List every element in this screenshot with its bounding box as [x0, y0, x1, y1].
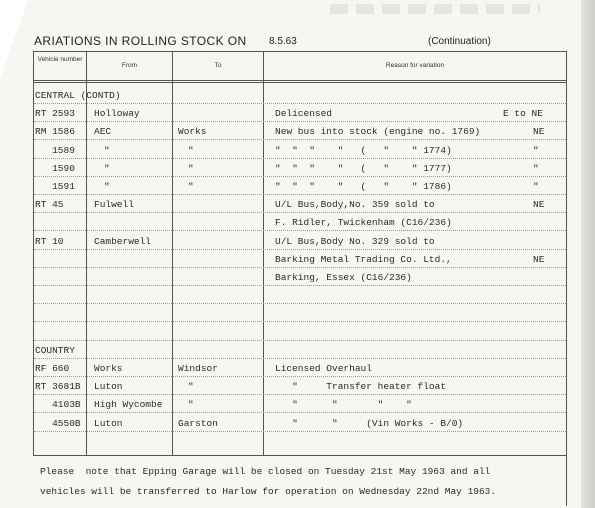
- cell-from: AEC: [94, 126, 112, 138]
- cell-reason: Delicensed: [275, 108, 333, 120]
- row-separator: [34, 176, 566, 177]
- cell-reason: U/L Bus,Body No. 329 sold to: [275, 235, 435, 247]
- row-separator: [34, 194, 566, 195]
- cell-vehicle: 4103B: [35, 399, 81, 411]
- cell-reason: " " " ": [275, 399, 412, 411]
- cell-from: Fulwell: [94, 199, 134, 211]
- table-top-rule: [33, 51, 566, 52]
- cell-from: High Wycombe: [94, 399, 163, 411]
- cell-to: ": [188, 144, 194, 156]
- cell-to: ": [188, 181, 194, 192]
- cell-reason: " Transfer heater float: [275, 381, 447, 393]
- row-separator: [34, 139, 566, 140]
- column-header-to: To: [214, 62, 222, 69]
- cell-code: NE: [533, 253, 545, 265]
- cell-code: ": [533, 181, 539, 192]
- cell-code: NE: [533, 199, 545, 211]
- cell-code: NE: [533, 126, 545, 138]
- cell-vehicle: RT 45: [35, 199, 64, 211]
- cell-reason: Barking Metal Trading Co. Ltd.,: [275, 253, 452, 265]
- cell-reason: " " " " ( " " 1774): [275, 144, 452, 156]
- col-divider-to: [263, 51, 264, 456]
- document-title: ARIATIONS IN ROLLING STOCK ON: [34, 34, 247, 48]
- cell-vehicle: RT 2593: [35, 108, 75, 120]
- row-separator: [34, 412, 566, 413]
- column-header-reason: Reason for variation: [385, 62, 445, 69]
- cell-to: Garston: [178, 417, 218, 429]
- cell-reason: Barking, Essex (C16/236): [275, 272, 412, 283]
- cell-from: Luton: [94, 417, 123, 429]
- cell-vehicle: RT 3681B: [35, 381, 81, 393]
- page-edge: [581, 0, 595, 508]
- cell-reason: New bus into stock (engine no. 1769): [275, 126, 481, 138]
- cell-code: E to NE: [503, 108, 543, 120]
- cell-reason: " " " " ( " " 1777): [275, 162, 452, 174]
- cell-from: Works: [94, 363, 123, 374]
- cell-from: Camberwell: [94, 235, 152, 247]
- footer-note-line-2: vehicles will be transferred to Harlow for operation on Wednesday 22nd May 1963.: [40, 486, 497, 497]
- row-separator: [34, 321, 566, 322]
- cell-from: Holloway: [94, 108, 140, 120]
- row-separator: [34, 394, 566, 395]
- cell-vehicle: RM 1586: [35, 126, 75, 138]
- continuation-label: (Continuation): [428, 36, 491, 47]
- cell-from: ": [104, 162, 110, 174]
- row-separator: [34, 103, 566, 104]
- row-separator: [34, 431, 566, 432]
- cell-to: ": [188, 399, 194, 411]
- bleed-through-text: [330, 4, 540, 14]
- cell-reason: F. Ridler, Twickenham (C16/236): [275, 217, 452, 229]
- row-separator: [34, 285, 566, 286]
- folded-corner: [0, 0, 28, 78]
- row-separator: [34, 230, 566, 231]
- cell-vehicle: 1591: [35, 181, 75, 192]
- cell-vehicle: CENTRAL (CONTD): [35, 90, 121, 101]
- row-separator: [34, 158, 566, 159]
- row-separator: [34, 376, 566, 377]
- cell-vehicle: 1589: [35, 144, 75, 156]
- cell-reason: " " (Vin Works - B/0): [275, 417, 464, 429]
- cell-to: ": [188, 381, 194, 393]
- row-separator: [34, 249, 566, 250]
- cell-from: ": [104, 144, 110, 156]
- cell-reason: Licensed Overhaul: [275, 363, 372, 374]
- cell-reason: " " " " ( " " 1786): [275, 181, 452, 192]
- table-right-border: [566, 51, 567, 506]
- row-separator: [34, 121, 566, 122]
- cell-code: ": [533, 144, 539, 156]
- cell-from: ": [104, 181, 110, 192]
- cell-from: Luton: [94, 381, 123, 393]
- cell-reason: U/L Bus,Body,No. 359 sold to: [275, 199, 435, 211]
- row-separator: [34, 358, 566, 359]
- cell-code: ": [533, 162, 539, 174]
- cell-to: Windsor: [178, 363, 218, 374]
- cell-to: Works: [178, 126, 207, 138]
- cell-to: ": [188, 162, 194, 174]
- row-separator: [34, 267, 566, 268]
- table-header-rule: [33, 80, 566, 81]
- cell-vehicle: COUNTRY: [35, 344, 75, 356]
- cell-vehicle: 1590: [35, 162, 75, 174]
- footer-note-line-1: Please note that Epping Garage will be closed on Tuesday 21st May 1963 and all: [40, 466, 491, 477]
- col-divider-from: [172, 51, 173, 456]
- document-date: 8.5.63: [269, 36, 297, 47]
- table-bottom-rule: [33, 455, 566, 456]
- table-header-rule-double: [33, 82, 566, 83]
- cell-vehicle: RF 660: [35, 363, 70, 374]
- row-separator: [34, 340, 566, 341]
- cell-vehicle: RT 10: [35, 235, 64, 247]
- cell-vehicle: 4550B: [35, 417, 81, 429]
- col-divider-vehicle: [86, 51, 87, 456]
- row-separator: [34, 303, 566, 304]
- row-separator: [34, 212, 566, 213]
- column-header-from: From: [121, 62, 138, 69]
- column-header-vehicle: Vehicle number: [37, 56, 83, 63]
- table-left-border: [33, 51, 34, 456]
